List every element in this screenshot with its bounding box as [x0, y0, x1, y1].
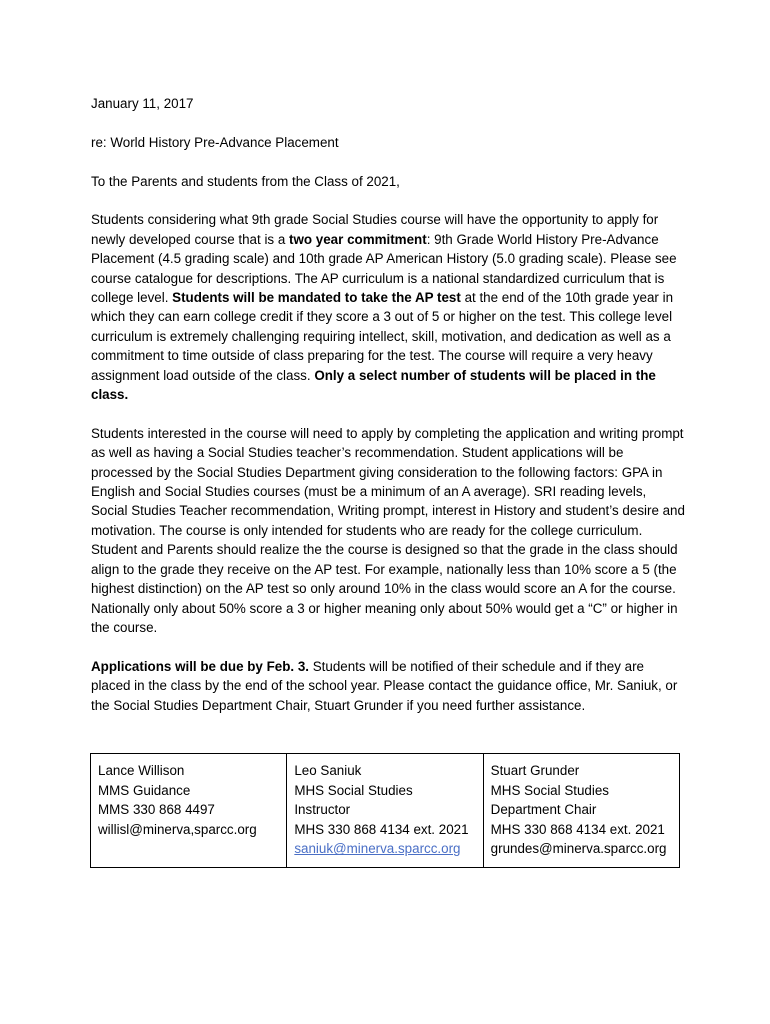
- bold-text: Students will be mandated to take the AP test: [172, 290, 461, 306]
- letter-body: [91, 94, 686, 734]
- bold-text: Only a select number of students will be placed in the class.: [91, 367, 656, 403]
- text: : 9th Grade World History Pre-Advance Placement (4.5 grading scale) and 10th grade AP American History (5.0 grading scale). Please see course catalogue for descriptions. The AP curriculum is a national standardized curriculum that is college level.: [91, 231, 677, 306]
- text: Students considering what 9th grade Social Studies course will have the opportunity to apply for newly developed course that is a: [91, 212, 659, 247]
- letter-date: January 11, 2017: [91, 96, 194, 111]
- contact-role: MHS Social Studies: [294, 782, 413, 798]
- contact-role: MMS Guidance: [98, 782, 191, 798]
- contact-phone: MHS 330 868 4134 ext. 2021: [294, 821, 469, 837]
- contacts-row: [91, 754, 680, 868]
- contact-role: MHS Social Studies: [490, 782, 609, 798]
- bold-text: two year commitment: [289, 231, 427, 247]
- contact-name: Stuart Grunder: [490, 763, 580, 778]
- contact-cell-willison: [91, 754, 287, 868]
- contact-cell-grunder: [483, 754, 679, 868]
- text: Students will be notified of their schedule and if they are placed in the class by the end of the school year. Please contact the guidance office, Mr. Saniuk, or the Social Studies Department Chair, Stuart Grunder if you need further assistance.: [91, 658, 678, 713]
- contacts-table: [90, 753, 680, 868]
- deadline-text: Applications will be due by Feb. 3.: [91, 658, 310, 674]
- contact-title: Instructor: [294, 802, 351, 818]
- paragraph-deadline: [91, 657, 686, 715]
- contact-phone: MMS 330 868 4497: [98, 802, 215, 818]
- contact-email: willisl@minerva,sparcc.org: [98, 821, 257, 837]
- paragraph-application-process: Students interested in the course will need to apply by completing the application and writing prompt as well as having a Social Studies teacher’s recommendation. Student applications will be processed by the Social Studies Department giving consideration to the following factors: GPA in English and Social Studies courses (must be a minimum of an A average). SRI reading levels, Social Studies Teacher recommendation, Writing prompt, interest in History and student’s desire and motivation. The course is only intended for students who are ready for the college curriculum. Student and Parents should realize the the course is designed so that the grade in the class should align to the grade they receive on the AP test. For example, nationally less than 10% score a 5 (the highest distinction) on the AP test so only around 10% in the class would score an A for the course. Nationally only about 50% score a 3 or higher meaning only about 50% would get a “C” or higher in the course.: [91, 425, 685, 635]
- contact-name: Lance Willison: [98, 763, 185, 778]
- contact-name: Leo Saniuk: [294, 763, 362, 778]
- salutation: To the Parents and students from the Class of 2021,: [91, 173, 400, 189]
- contact-email-link[interactable]: saniuk@minerva.sparcc.org: [294, 841, 461, 857]
- paragraph-course-description: [91, 210, 686, 404]
- contact-email: grundes@minerva.sparcc.org: [490, 841, 667, 857]
- text: at the end of the 10th grade year in which they can earn college credit if they score a 3 out of 5 or higher on the test. This college level curriculum is extremely challenging requiring intellect, skill, motivation, and dedication as well as a commitment to time outside of class preparing for the test. The course will require a very heavy assignment load outside of the class.: [91, 290, 674, 383]
- contact-cell-saniuk: [287, 754, 483, 868]
- contact-title: Department Chair: [490, 802, 597, 818]
- subject-line: re: World History Pre-Advance Placement: [91, 134, 339, 150]
- contact-phone: MHS 330 868 4134 ext. 2021: [490, 821, 665, 837]
